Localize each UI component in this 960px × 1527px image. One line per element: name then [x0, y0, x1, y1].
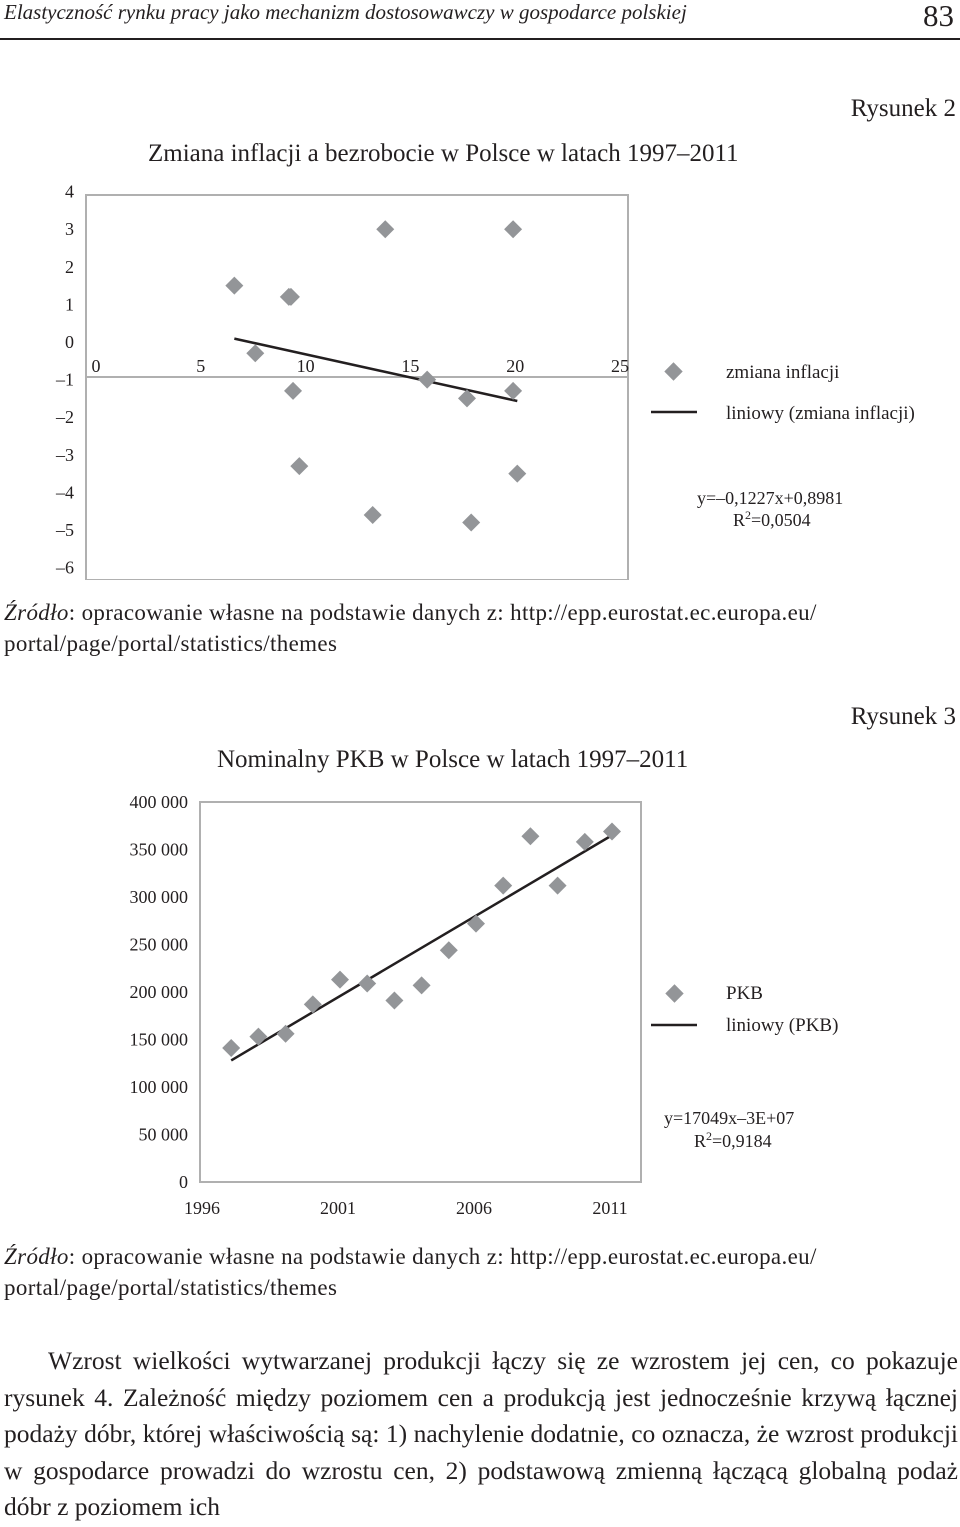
data-point	[331, 971, 349, 989]
data-point	[504, 220, 522, 238]
data-point	[467, 915, 485, 933]
y-tick-label: 3	[65, 219, 74, 240]
trend-line	[234, 339, 517, 401]
data-point	[508, 465, 526, 483]
x-tick-label: 2001	[320, 1198, 356, 1218]
figure2-legend	[651, 362, 915, 424]
data-point	[462, 513, 480, 531]
y-tick-label: 1	[65, 294, 74, 315]
data-point	[549, 877, 567, 895]
y-tick-label: 250 000	[129, 934, 188, 955]
figure2-equation: y=–0,1227x+0,8981	[697, 488, 844, 508]
data-point	[290, 457, 308, 475]
data-point	[440, 941, 458, 959]
y-tick-label: 0	[179, 1172, 188, 1192]
figure3-chart	[0, 780, 960, 1225]
data-point	[413, 976, 431, 994]
y-tick-label: 400 000	[129, 792, 188, 812]
y-tick-label: –2	[56, 407, 74, 428]
figure2-label: Rysunek 2	[850, 95, 956, 122]
data-point	[225, 277, 243, 295]
figure3-legend	[651, 983, 838, 1036]
y-tick-label: 50 000	[138, 1124, 188, 1145]
y-tick-label: 300 000	[129, 887, 188, 907]
header-rule	[0, 38, 960, 40]
figure2-chart	[0, 180, 960, 580]
figure2-title: Zmiana inflacji a bezrobocie w Polsce w latach 1997–2011	[148, 140, 739, 167]
y-tick-label: 150 000	[129, 1029, 188, 1050]
legend-label-line: liniowy (zmiana inflacji)	[726, 403, 915, 424]
data-point	[504, 382, 522, 400]
data-point	[282, 288, 300, 306]
data-point	[246, 344, 264, 362]
x-tick-label: 5	[196, 356, 206, 376]
legend-marker	[665, 984, 683, 1002]
legend-label-markers: zmiana inflacji	[726, 362, 840, 383]
x-tick-label: 25	[611, 356, 629, 376]
y-tick-label: 100 000	[129, 1077, 188, 1097]
data-point	[277, 1025, 295, 1043]
x-tick-label: 2011	[592, 1198, 628, 1218]
x-tick-label: 2006	[456, 1198, 492, 1218]
y-tick-label: –4	[56, 482, 74, 503]
x-tick-label: 15	[401, 356, 420, 376]
figure2-plot-area	[86, 195, 628, 580]
y-tick-label: 2	[65, 256, 74, 277]
data-point	[376, 220, 394, 238]
y-tick-label: –1	[56, 369, 74, 390]
figure3-source: Źródło: opracowanie własne na podstawie danych z: http://epp.eurostat.ec.europa.eu/ portal/page/portal/statistics/themes	[4, 1244, 817, 1300]
figure3-title: Nominalny PKB w Polsce w latach 1997–2011	[217, 746, 689, 773]
data-point	[249, 1028, 267, 1046]
x-tick-label: 10	[296, 356, 315, 376]
y-tick-label: –6	[56, 557, 74, 578]
data-point	[521, 827, 539, 845]
data-point	[364, 506, 382, 524]
data-point	[222, 1039, 240, 1057]
data-point	[418, 371, 436, 389]
x-tick-label: 0	[91, 356, 101, 376]
trend-line	[231, 835, 612, 1060]
figure3-equation: y=17049x–3E+07	[664, 1108, 795, 1128]
figure3-r2: $R^2=0,9184$	[694, 1129, 772, 1151]
y-tick-label: –5	[56, 520, 74, 540]
page-number: 83	[923, 0, 954, 33]
body-paragraph: Wzrost wielkości wytwarzanej produkcji łączy się ze wzrostem jej cen, co pokazuje rysunek 4. Zależność między poziomem cen a produkcją jest jednocześnie krzywą łącznej podaży dóbr, której właściwością są: 1) nachylenie dodatnie, co oznacza, że wzrost produkcji w gospodarce prowadzi do wzrostu cen, 2) podstawową zmienną łączącą globalną podaż dóbr z poziomem ich	[4, 1346, 958, 1521]
data-point	[385, 992, 403, 1010]
y-tick-label: –3	[56, 444, 74, 465]
x-tick-label: 20	[506, 356, 525, 376]
legend-label-markers: PKB	[726, 983, 763, 1004]
legend-marker	[664, 362, 682, 380]
figure2-r2: $R^2=0,0504$	[733, 508, 811, 530]
figure2-source: Źródło: opracowanie własne na podstawie danych z: http://epp.eurostat.ec.europa.eu/ portal/page/portal/statistics/themes	[4, 600, 817, 656]
y-tick-label: 0	[65, 332, 74, 352]
data-point	[284, 382, 302, 400]
data-point	[304, 995, 322, 1013]
y-tick-label: 350 000	[129, 839, 188, 860]
running-head: Elastyczność rynku pracy jako mechanizm dostosowawczy w gospodarce polskiej	[4, 0, 687, 24]
data-point	[494, 877, 512, 895]
figure3-label: Rysunek 3	[850, 703, 956, 730]
y-tick-label: 4	[65, 181, 74, 202]
x-tick-label: 1996	[184, 1198, 220, 1218]
y-tick-label: 200 000	[129, 982, 188, 1002]
legend-label-line: liniowy (PKB)	[726, 1015, 839, 1036]
